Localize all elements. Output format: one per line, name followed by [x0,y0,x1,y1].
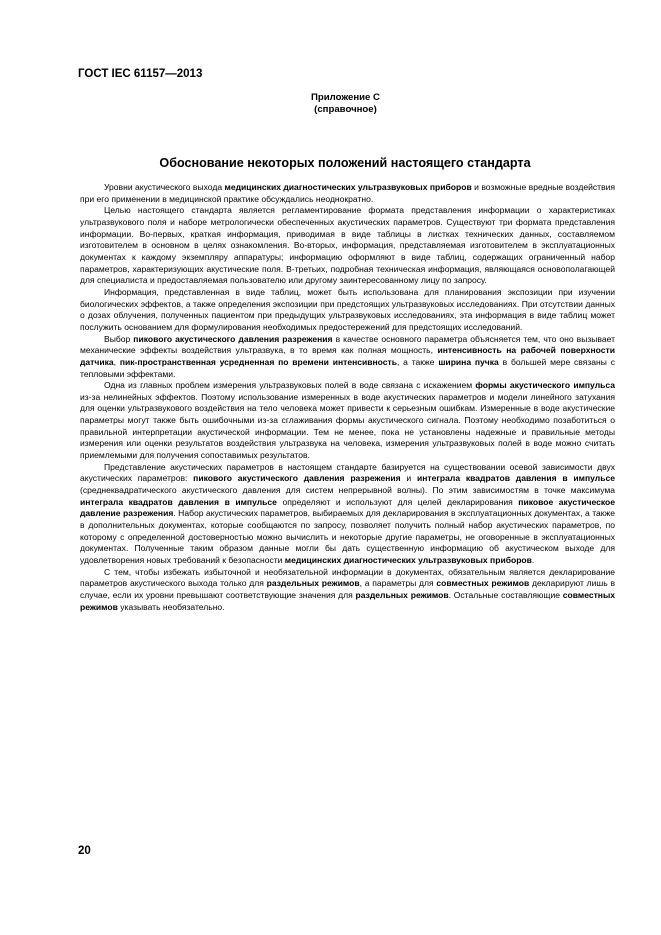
term-bold: пик-пространственная усредненная по времени интенсивность [119,356,397,367]
text-run: и [400,473,418,484]
term-bold: интеграла квадратов давления в импульсе [80,496,277,507]
text-run: , а также [396,356,439,367]
term-bold: ширина пучка [438,356,499,367]
paragraph [80,462,615,567]
paragraph [80,334,615,381]
document-title: Обоснование некоторых положений настоящего стандарта [159,156,531,170]
text-run: Одна из главных проблем измерения ультразвуковых полей в воде связана с искажением [104,380,476,391]
text-run: Информация, представленная в виде таблиц, может быть использована для планирования экспозиции при изучении биологических эффектов, а также определения экспозиции при предстоящих ультразвуковых исследованиях. При отсутствии данных о дозах облучения, полученных пациентом при предыдущих ультразвуковых исследованиях, эта информация в виде таблиц может послужить основанием для формулирования необходимых предостережений для предстоящих исследований. [80,286,615,332]
paragraph [80,287,615,334]
text-run: . [531,555,535,565]
term-bold: медицинских диагностических ультразвуковых приборов [224,182,472,192]
text-run: Уровни акустического выхода [104,182,225,192]
text-run: . Набор акустических параметров, выбираемых для декларирования в эксплуатационных документах, а также в дополнительных документах, которые сообщаются по запросу, позволяет получить полный набор акустических параметров, по которому с определенной достоверностью можно вычислить и некоторые другие параметры, не оговоренные в эксплуатационных документах. Полученные таким образом данные могли бы дать существенную информацию об акустическом выходе для удовлетворения новых требований к безопасности [80,508,615,565]
text-run: . Остальные составляющие [448,589,563,600]
paragraph [80,205,615,287]
page-number: 20 [78,845,91,857]
text-run: декларируют лишь в случае, если их уровни превышают соответствующие значения для [80,578,615,600]
term-bold: раздельных режимов [266,578,360,589]
annex-subtitle: (справочное) [314,104,377,115]
term-bold: совместных режимов [80,589,616,612]
paragraph [80,182,615,205]
text-run: из-за нелинейных эффектов. Поэтому использование измеренных в воде акустических параметров и модели линейного затухания для оценки ультразвукового воздействия на тело человека может привести к серьезным ошибкам. Измеренные в воде акустические параметры могут также быть ошибочными из-за сглаживания формы акустического сигнала. Поэтому необходимо позаботиться о правильной интерпретации акустической информации. Тем не менее, пока не установлены надежные и правильные методы измерения или оценки результатов воздействия ультразвука на человека, измерения ультразвуковых полей в воде можно считать приемлемыми для получения сопоставимых результатов. [80,391,615,461]
paragraph [80,380,615,462]
paragraph [80,567,615,614]
term-bold: пиковое акустическое давление разрежения [80,496,616,519]
text-run: и возможные вредные воздействия при его применении в медицинской практике обсуждались неоднократно. [80,182,616,204]
text-run: (среднеквадратического акустического давления для систем непрерывной волны). По этим зависимостям в точке максимума [80,485,615,496]
term-bold: совместных режимов [436,578,530,589]
term-bold: интенсивность на рабочей поверхности датчика [80,345,615,367]
term-bold: пикового акустического давления разрежения [193,473,401,484]
term-bold: интеграла квадратов давления в импульсе [417,473,616,484]
term-bold: медицинских диагностических ультразвуковых приборов [284,555,532,565]
body-text [80,182,615,613]
text-run: С тем, чтобы избежать избыточной и необязательной информации в документах, обязательным является декларирование параметров акустического выхода только для [80,566,615,589]
standard-id: ГОСТ IEC 61157—2013 [78,68,203,80]
term-bold: формы акустического импульса [475,380,615,391]
text-run: Представление акустических параметров в настоящем стандарте базируется на существовании осевой зависимости двух акустических параметров: [80,461,615,484]
text-run: в большей мере связаны с тепловыми эффектами. [80,356,615,379]
text-run: , [113,356,120,367]
text-run: указывать необязательно. [117,601,225,612]
annex-heading [0,92,661,116]
text-run: Целью настоящего стандарта является регламентирование формата представления информации о характеристиках ультразвукового поля и наборе метрологически обеспеченных акустических параметров. Существуют три формата представления информации. Во-первых, краткая информация, приводимая в виде таблицы в листках технических данных, составляемом изготовителем в основном в целях ознакомления. Во-вторых, информация, представляемая изготовителем в эксплуатационных документах к каждому экземпляру аппаратуры; информацию оформляют в виде таблиц, содержащих ограниченный набор параметров, характеризующих акустические поля. В-третьих, подробная техническая информация, являющаяся основополагающей для специалиста и предоставляемая пользователю или другому заинтересованному лицу по запросу. [80,205,615,286]
term-bold: пикового акустического давления разрежения [133,333,333,344]
term-bold: раздельных режимов [355,589,449,600]
text-run: определяют и используют для целей декларирования [276,496,519,507]
annex-title: Приложение С [311,92,380,103]
text-run: , а параметры для [359,578,437,589]
text-run: Выбор [104,333,134,344]
text-run: в качестве основного параметра объясняется тем, что оно вызывает механические эффекты воздействия ультразвука, в то время как полная мощность, [80,333,616,356]
